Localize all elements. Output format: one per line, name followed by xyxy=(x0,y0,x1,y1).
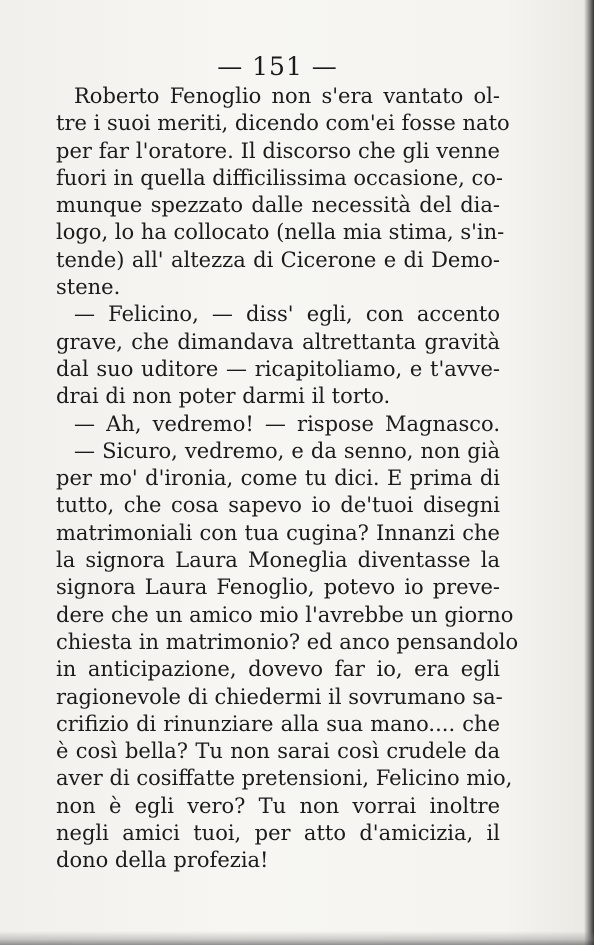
text-line: tende) all' altezza di Cicerone e di Demo- xyxy=(56,247,500,272)
text-line: logo, lo ha collocato (nella mia stima, s'in- xyxy=(56,220,505,245)
page-edge-shadow xyxy=(584,0,594,945)
text-line: grave, che dimandava altrettanta gravità xyxy=(56,329,500,354)
text-line: non è egli vero? Tu non vorrai inoltre xyxy=(56,793,500,818)
text-line: matrimoniali con tua cugina? Innanzi che xyxy=(56,520,500,545)
text-line: — Ah, vedremo! — rispose Magnasco. xyxy=(74,411,500,436)
text-line: in anticipazione, dovevo far io, era egli xyxy=(56,657,500,682)
body-text xyxy=(56,83,519,875)
text-line: stene. xyxy=(56,275,121,300)
text-line: munque spezzato dalle necessità del dia- xyxy=(56,193,500,218)
text-line: per far l'oratore. Il discorso che gli venne xyxy=(56,138,500,163)
text-line: dono della profezia! xyxy=(56,848,269,873)
text-line: negli amici tuoi, per atto d'amicizia, il xyxy=(56,821,500,846)
text-line: tutto, che cosa sapevo io de'tuoi disegni xyxy=(56,493,500,518)
text-line: fuori in quella difficilissima occasione, co- xyxy=(56,165,504,190)
text-line: dal suo uditore — ricapitoliamo, e t'avve- xyxy=(56,356,500,381)
text-line: ragionevole di chiedermi il sovrumano sa- xyxy=(56,684,503,709)
text-line: chiesta in matrimonio? ed anco pensandolo xyxy=(56,629,519,654)
text-line: dere che un amico mio l'avrebbe un giorno xyxy=(56,602,514,627)
page-bottom-shadow xyxy=(0,931,594,945)
text-line: aver di cosiffatte pretensioni, Felicino mio, xyxy=(56,766,513,791)
text-line: signora Laura Fenoglio, potevo io preve- xyxy=(56,575,500,600)
text-line: per mo' d'ironia, come tu dici. E prima di xyxy=(56,466,500,491)
text-line: la signora Laura Moneglia diventasse la xyxy=(56,548,500,573)
text-line: — Felicino, — diss' egli, con accento xyxy=(74,302,500,327)
text-line: Roberto Fenoglio non s'era vantato ol- xyxy=(74,84,500,108)
text-line: tre i suoi meriti, dicendo com'ei fosse nato xyxy=(56,111,510,136)
text-line: crifizio di rinunziare alla sua mano.... che xyxy=(56,711,500,736)
text-line: — Sicuro, vedremo, e da senno, non già xyxy=(74,438,500,463)
text-line: drai di non poter darmi il torto. xyxy=(56,384,391,409)
page-number: — 151 — xyxy=(217,52,338,81)
text-line: è così bella? Tu non sarai così crudele da xyxy=(56,739,500,764)
